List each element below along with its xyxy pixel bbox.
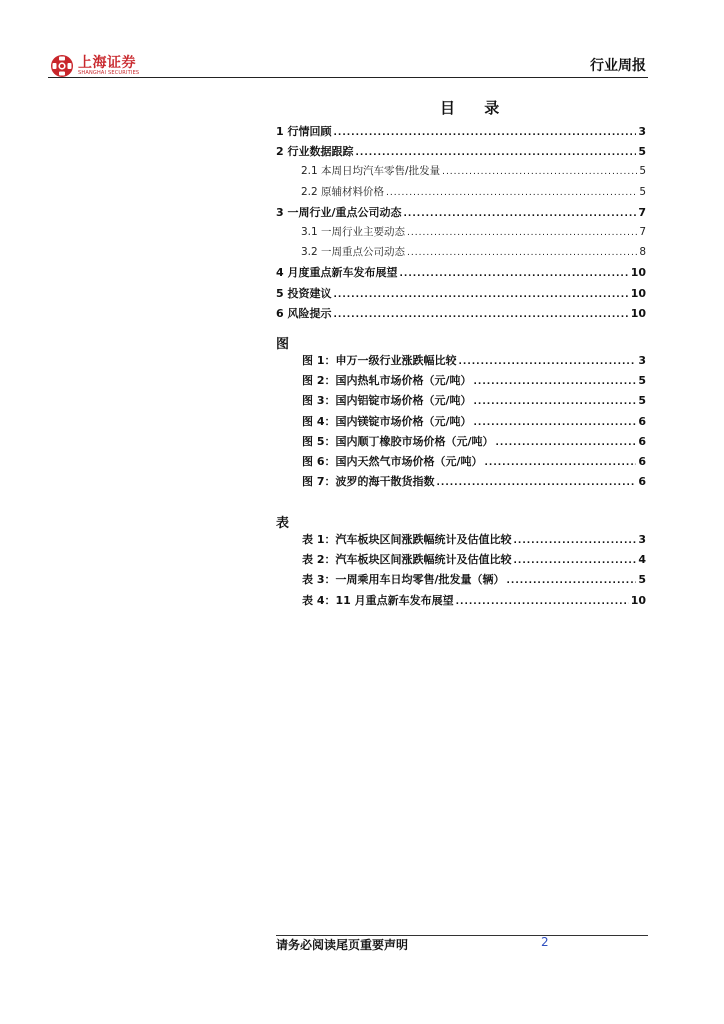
toc-entry[interactable]: [276, 286, 646, 306]
entry-page-number: 6: [638, 434, 646, 448]
toc-entry[interactable]: [276, 265, 646, 285]
entry-page-number: 5: [639, 165, 646, 178]
dot-leader: [513, 534, 636, 549]
toc-entry[interactable]: [276, 414, 646, 434]
entry-page-number: 5: [638, 374, 646, 388]
entry-page-number: 10: [630, 266, 646, 280]
toc-entry[interactable]: [276, 225, 646, 245]
entry-page-number: 6: [638, 475, 646, 489]
entry-page-number: 8: [639, 246, 646, 259]
logo-english-name: SHANGHAI SECURITIES: [78, 70, 140, 76]
entry-label: 表 3：一周乘用车日均零售/批发量（辆）: [302, 573, 505, 587]
toc-entry[interactable]: [276, 205, 646, 225]
dot-leader: [355, 146, 636, 161]
toc-entry[interactable]: [276, 393, 646, 413]
table-of-contents: [276, 124, 646, 326]
entry-label: 图 7：波罗的海干散货指数: [302, 475, 435, 489]
entry-page-number: 3: [638, 354, 646, 367]
entry-label: 2 行业数据跟踪: [276, 145, 354, 159]
dot-leader: [474, 416, 637, 431]
entry-page-number: 6: [638, 454, 646, 468]
entry-label: 2.2 原辅材料价格: [301, 185, 385, 198]
toc-entry[interactable]: [276, 593, 646, 613]
dot-leader: [399, 267, 628, 282]
dot-leader: [407, 246, 637, 261]
entry-label: 1 行情回顾: [276, 125, 332, 138]
header-divider: [48, 77, 648, 78]
entry-label: 图 6：国内天然气市场价格（元/吨）: [302, 454, 483, 468]
dot-leader: [458, 355, 636, 370]
dot-leader: [513, 554, 636, 569]
figures-heading: 图: [276, 337, 290, 352]
entry-label: 4 月度重点新车发布展望: [276, 266, 398, 280]
entry-label: 表 1：汽车板块区间涨跌幅统计及估值比较: [302, 533, 512, 546]
entry-page-number: 10: [630, 593, 646, 607]
dot-leader: [386, 186, 637, 201]
shanghai-securities-logo-icon: [50, 54, 74, 78]
dot-leader: [442, 165, 637, 180]
logo-chinese-name: 上海证券: [78, 55, 136, 71]
entry-page-number: 3: [638, 533, 646, 546]
entry-page-number: 7: [638, 205, 646, 219]
dot-leader: [333, 308, 628, 323]
toc-entry[interactable]: [276, 552, 646, 572]
toc-entry[interactable]: [276, 245, 646, 265]
toc-entry[interactable]: [276, 124, 646, 144]
report-type-label: 行业周报: [590, 58, 646, 74]
company-logo: [50, 54, 139, 78]
entry-page-number: 7: [639, 225, 646, 238]
dot-leader: [474, 395, 637, 410]
footer-disclaimer-notice: 请务必阅读尾页重要声明: [276, 938, 409, 952]
dot-leader: [485, 456, 637, 471]
toc-entry[interactable]: [276, 373, 646, 393]
toc-entry[interactable]: [276, 353, 646, 373]
dot-leader: [407, 226, 637, 241]
entry-label: 图 3：国内铝锭市场价格（元/吨）: [302, 394, 472, 408]
list-of-tables: [276, 532, 646, 613]
entry-page-number: 10: [630, 286, 646, 300]
dot-leader: [456, 595, 629, 610]
toc-entry[interactable]: [276, 474, 646, 494]
dot-leader: [436, 476, 636, 491]
toc-entry[interactable]: [276, 185, 646, 205]
entry-label: 图 5：国内顺丁橡胶市场价格（元/吨）: [302, 434, 494, 448]
entry-page-number: 5: [638, 145, 646, 159]
entry-page-number: 3: [638, 125, 646, 138]
entry-label: 2.1 本周日均汽车零售/批发量: [301, 165, 441, 178]
dot-leader: [474, 375, 637, 390]
toc-entry[interactable]: [276, 454, 646, 474]
entry-page-number: 6: [638, 414, 646, 428]
tables-heading: 表: [276, 516, 290, 531]
entry-page-number: 10: [630, 306, 646, 320]
entry-page-number: 5: [638, 394, 646, 408]
entry-label: 图 2：国内热轧市场价格（元/吨）: [302, 374, 472, 388]
page-number: 2: [541, 935, 549, 949]
entry-label: 3.1 一周行业主要动态: [301, 225, 406, 238]
dot-leader: [507, 574, 637, 589]
dot-leader: [496, 436, 637, 451]
dot-leader: [404, 207, 637, 222]
entry-label: 图 4：国内镁锭市场价格（元/吨）: [302, 414, 472, 428]
toc-entry[interactable]: [276, 572, 646, 592]
entry-page-number: 4: [638, 553, 646, 567]
dot-leader: [333, 126, 636, 141]
entry-label: 图 1：申万一级行业涨跌幅比较: [302, 354, 457, 367]
toc-entry[interactable]: [276, 434, 646, 454]
entry-label: 3.2 一周重点公司动态: [301, 246, 406, 259]
toc-entry[interactable]: [276, 532, 646, 552]
entry-label: 5 投资建议: [276, 286, 332, 300]
entry-label: 表 4：11 月重点新车发布展望: [302, 593, 454, 607]
list-of-figures: [276, 353, 646, 494]
toc-entry[interactable]: [276, 164, 646, 184]
entry-page-number: 5: [638, 573, 646, 587]
entry-label: 表 2：汽车板块区间涨跌幅统计及估值比较: [302, 553, 512, 567]
page-header: [48, 52, 648, 78]
entry-page-number: 5: [639, 185, 646, 198]
toc-title: 目 录: [440, 99, 512, 117]
entry-label: 6 风险提示: [276, 306, 332, 320]
entry-label: 3 一周行业/重点公司动态: [276, 205, 402, 219]
toc-entry[interactable]: [276, 144, 646, 164]
dot-leader: [333, 288, 628, 303]
toc-entry[interactable]: [276, 306, 646, 326]
